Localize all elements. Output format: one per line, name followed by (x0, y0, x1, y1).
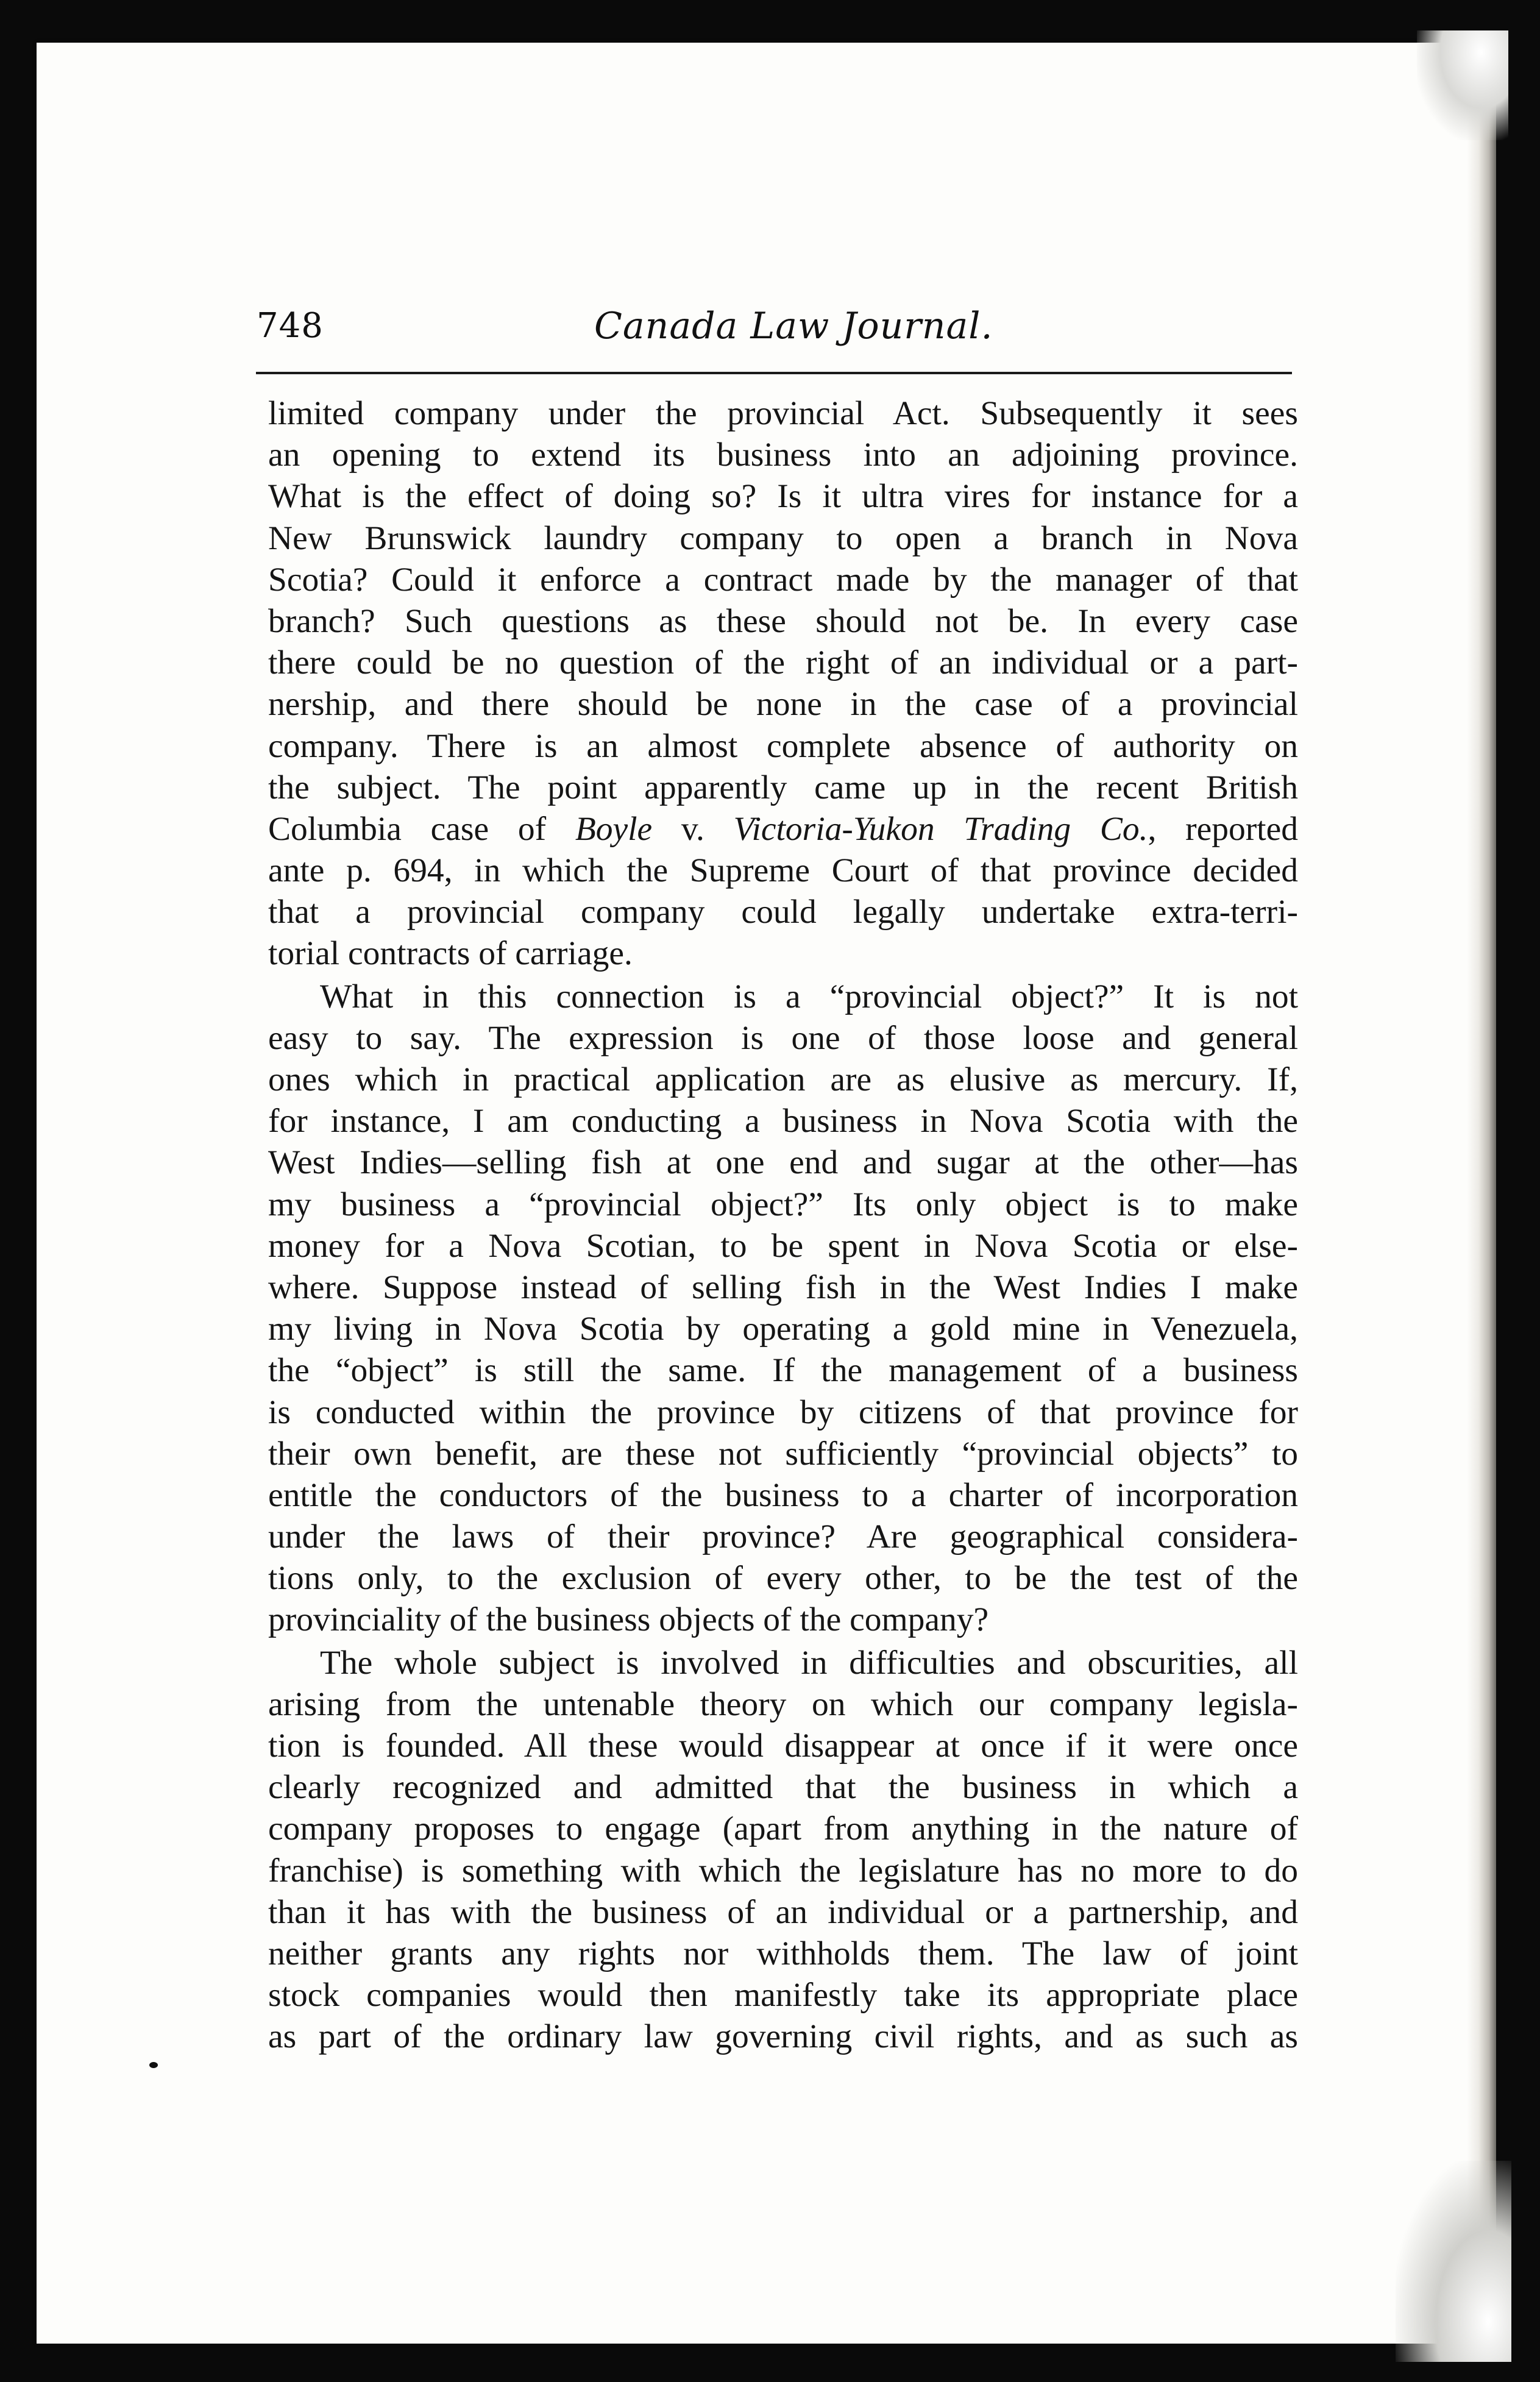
text-line: where. Suppose instead of selling fish in the West Indies I make (268, 1268, 1298, 1306)
text-line: tions only, to the exclusion of every other, to be the test of the (268, 1560, 1298, 1598)
paragraph-1 (268, 393, 1298, 975)
text-line: than it has with the business of an individual or a partnership, and (268, 1893, 1298, 1931)
text-line: Scotia? Could it enforce a contract made by the manager of that (268, 561, 1298, 599)
text-line: ante p. 694, in which the Supreme Court of that province decided (268, 852, 1298, 890)
text-line: their own benefit, are these not sufficiently “provincial objects” to (268, 1435, 1298, 1473)
page-edge-shadow (1467, 43, 1496, 2344)
text-line: entitle the conductors of the business to a charter of incorporation (268, 1476, 1298, 1514)
text-line: franchise) is something with which the legislature has no more to do (268, 1852, 1298, 1890)
text-line: the “object” is still the same. If the management of a business (268, 1352, 1298, 1390)
text-line: stock companies would then manifestly take its appropriate place (268, 1977, 1298, 2014)
paragraph-3 (268, 1643, 1298, 2058)
text-line: What is the effect of doing so? Is it ultra vires for instance for a (268, 478, 1298, 516)
text-line: nership, and there should be none in the case of a provincial (268, 686, 1298, 723)
paragraph-2 (268, 976, 1298, 1641)
text-line: neither grants any rights nor withholds them. The law of joint (268, 1935, 1298, 1972)
text-line: an opening to extend its business into an adjoining province. (268, 436, 1298, 474)
header-rule (256, 372, 1292, 374)
text-line: The whole subject is involved in difficulties and obscurities, all (320, 1644, 1298, 1682)
text-line: my living in Nova Scotia by operating a gold mine in Venezuela, (268, 1310, 1298, 1348)
citation-prefix: Columbia case of (268, 810, 575, 848)
text-line: for instance, I am conducting a business in Nova Scotia with the (268, 1103, 1298, 1140)
citation-suffix: , reported (1148, 810, 1298, 848)
text-line: the subject. The point apparently came up in the recent British (268, 769, 1298, 806)
running-header (229, 299, 1292, 354)
text-line: clearly recognized and admitted that the business in which a (268, 1769, 1298, 1807)
ink-speck (149, 2062, 158, 2068)
torn-corner-top-right (1417, 30, 1508, 140)
text-line: that a provincial company could legally undertake extra-terri- (268, 894, 1298, 931)
text-line: New Brunswick laundry company to open a branch in Nova (268, 519, 1298, 557)
page-number: 748 (257, 306, 324, 346)
text-line: branch? Such questions as these should not be. In every case (268, 602, 1298, 640)
text-line: limited company under the provincial Act. Subsequently it sees (268, 395, 1298, 432)
citation-versus: v. (652, 810, 734, 848)
text-line: tion is founded. All these would disappear at once if it were once (268, 1727, 1298, 1765)
text-line: my business a “provincial object?” Its only object is to make (268, 1186, 1298, 1223)
text-line: arising from the untenable theory on which our company legisla- (268, 1685, 1298, 1723)
text-line: there could be no question of the right of an individual or a part- (268, 644, 1298, 682)
text-line: company. There is an almost complete absence of authority on (268, 727, 1298, 765)
case-citation-line (268, 809, 1298, 850)
text-line: torial contracts of carriage. (268, 935, 633, 973)
case-party-boyle: Boyle (575, 810, 653, 848)
article-body (268, 393, 1298, 2058)
torn-corner-bottom-right (1396, 2161, 1511, 2362)
running-title: Canada Law Journal. (594, 305, 993, 347)
text-line: provinciality of the business objects of the company? (268, 1601, 989, 1639)
text-line: is conducted within the province by citizens of that province for (268, 1393, 1298, 1431)
text-line: company proposes to engage (apart from anything in the nature of (268, 1810, 1298, 1848)
text-line: easy to say. The expression is one of those loose and general (268, 1019, 1298, 1057)
text-line: What in this connection is a “provincial object?” It is not (320, 978, 1298, 1015)
text-line: ones which in practical application are as elusive as mercury. If, (268, 1061, 1298, 1098)
text-line: West Indies—selling fish at one end and sugar at the other—has (268, 1144, 1298, 1182)
text-line: under the laws of their province? Are geographical considera- (268, 1518, 1298, 1556)
text-line: as part of the ordinary law governing civil rights, and as such as (268, 2018, 1298, 2056)
case-party-victoria-yukon: Victoria-Yukon Trading Co. (733, 810, 1148, 848)
text-line: money for a Nova Scotian, to be spent in Nova Scotia or else- (268, 1227, 1298, 1265)
